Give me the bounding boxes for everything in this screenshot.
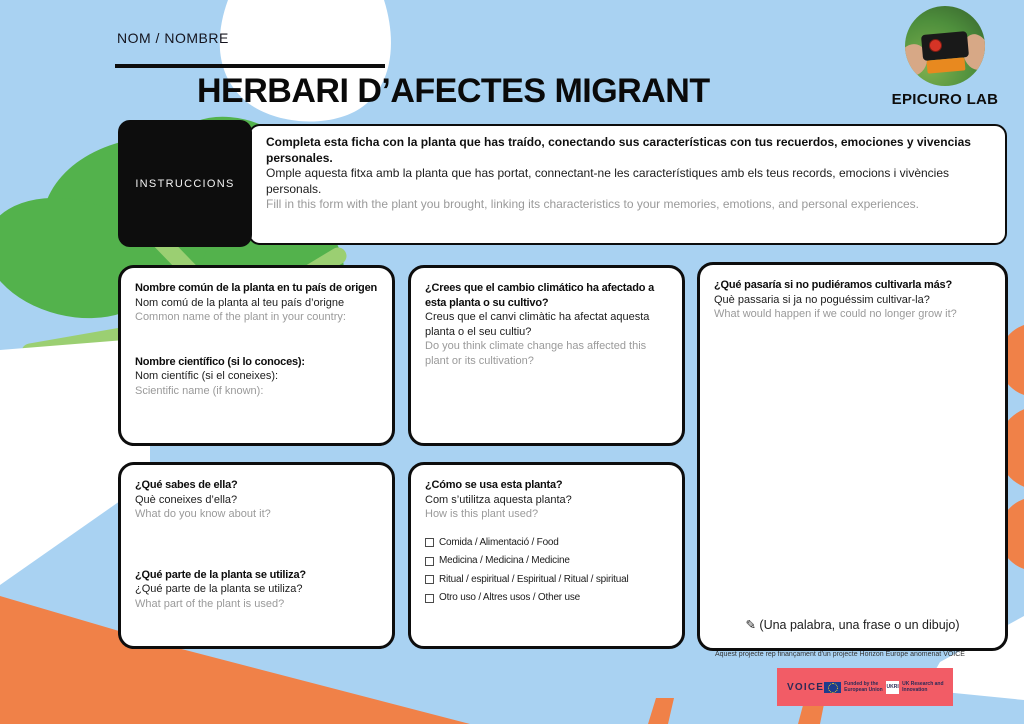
question-group: [714, 278, 991, 322]
box-what-if-no-cultivation: [697, 262, 1008, 651]
eu-flag-icon: [824, 682, 841, 693]
question-ca: Nom comú de la planta al teu país d’origne: [135, 296, 345, 309]
instructions-ca: Omple aquesta fitxa amb la planta que has portat, connectant-ne les característiques amb els teus records, emocions i vivències personals.: [266, 166, 950, 196]
question-es: ¿Crees que el cambio climático ha afectado a esta planta o su cultivo?: [425, 282, 655, 309]
eu-funding-logo: [824, 681, 886, 693]
voice-logo: VOICE: [787, 681, 825, 693]
question-en: What would happen if we could no longer grow it?: [714, 308, 957, 320]
question-group: [135, 568, 378, 612]
name-label: NOM / NOMBRE: [117, 30, 229, 46]
logo-photo: [905, 6, 985, 86]
epicuro-lab-logo: [884, 6, 1006, 108]
flower-icon: [929, 39, 942, 52]
question-ca: Com s’utilitza aquesta planta?: [425, 493, 572, 506]
question-group: [425, 281, 668, 368]
question-es: ¿Qué sabes de ella?: [135, 479, 238, 491]
question-group: [135, 281, 378, 325]
box-plant-knowledge: [118, 462, 395, 649]
answer-hint-text: (Una palabra, una frase o un dibujo): [759, 617, 960, 632]
question-group: [425, 478, 668, 522]
usage-options: [425, 536, 668, 606]
instructions-label-box: [118, 120, 252, 247]
question-en: How is this plant used?: [425, 508, 539, 520]
pencil-icon: ✎: [745, 617, 756, 632]
checkbox-option-food[interactable]: [425, 536, 668, 551]
question-group: [135, 355, 378, 399]
funding-logo-bar: [777, 668, 953, 706]
question-es: Nombre común de la planta en tu país de origen: [135, 282, 378, 294]
checkbox-option-medicine[interactable]: [425, 554, 668, 569]
question-en: What part of the plant is used?: [135, 597, 285, 610]
logo-text: EPICURO LAB: [891, 91, 999, 108]
ukri-text: UK Research and Innovation: [902, 681, 944, 693]
checkbox-option-ritual[interactable]: [425, 573, 668, 588]
checkbox-icon[interactable]: [425, 594, 434, 603]
funding-statement: Aquest projecte rep finançament d'un projecte Horizon Europe anomenat VOICE: [715, 651, 965, 658]
question-en: Common name of the plant in your country:: [135, 311, 346, 323]
question-ca: Què coneixes d’ella?: [135, 493, 238, 506]
box-common-name: [118, 265, 395, 446]
box-climate-change: [408, 265, 685, 446]
question-en: Do you think climate change has affected this plant or its cultivation?: [425, 340, 647, 367]
question-es: ¿Qué parte de la planta se utiliza?: [135, 568, 306, 581]
question-en: What do you know about it?: [135, 508, 271, 520]
name-input-line[interactable]: [115, 64, 385, 68]
question-ca: Creus que el canvi climàtic ha afectat aquesta planta o el seu cultiu?: [425, 311, 650, 338]
answer-hint: [700, 618, 1005, 633]
eu-funding-text: Funded by the European Union: [844, 681, 883, 693]
checkbox-icon[interactable]: [425, 538, 434, 547]
page-title: HERBARI D’AFECTES MIGRANT: [197, 72, 710, 110]
option-label: Otro uso / Altres usos / Other use: [439, 592, 581, 603]
question-ca: Nom científic (si el coneixes):: [135, 370, 279, 382]
checkbox-option-other[interactable]: [425, 591, 668, 606]
box-plant-usage: [408, 462, 685, 649]
question-en: Scientific name (if known):: [135, 384, 264, 397]
instructions-en: Fill in this form with the plant you brought, linking its characteristics to your memories, emotions, and personal experiences.: [266, 197, 919, 211]
instructions-text-box: [248, 124, 1007, 245]
checkbox-icon[interactable]: [425, 557, 434, 566]
question-es: Nombre científico (si lo conoces):: [135, 355, 305, 368]
instructions-label: INSTRUCCIONS: [135, 177, 235, 190]
question-es: ¿Qué pasaría si no pudiéramos cultivarla más?: [714, 279, 952, 291]
question-es: ¿Cómo se usa esta planta?: [425, 479, 563, 491]
orange-stem-1-shape: [648, 698, 674, 724]
option-label: Medicina / Medicina / Medicine: [439, 555, 570, 566]
checkbox-icon[interactable]: [425, 575, 434, 584]
question-ca: ¿Qué parte de la planta se utiliza?: [135, 583, 303, 595]
option-label: Ritual / espiritual / Espiritual / Ritual / spiritual: [439, 573, 629, 585]
option-label: Comida / Alimentació / Food: [439, 536, 559, 548]
ukri-logo-icon: UKRI: [886, 681, 899, 694]
instructions-es: Completa esta ficha con la planta que has traído, conectando sus características con tus recuerdos, emociones y vivencias personales.: [266, 135, 971, 165]
ukri-logo: [886, 681, 944, 694]
question-group: [135, 478, 378, 522]
orange-strip-shape: [927, 57, 966, 73]
question-ca: Què passaria si ja no poguéssim cultivar-la?: [714, 293, 930, 306]
